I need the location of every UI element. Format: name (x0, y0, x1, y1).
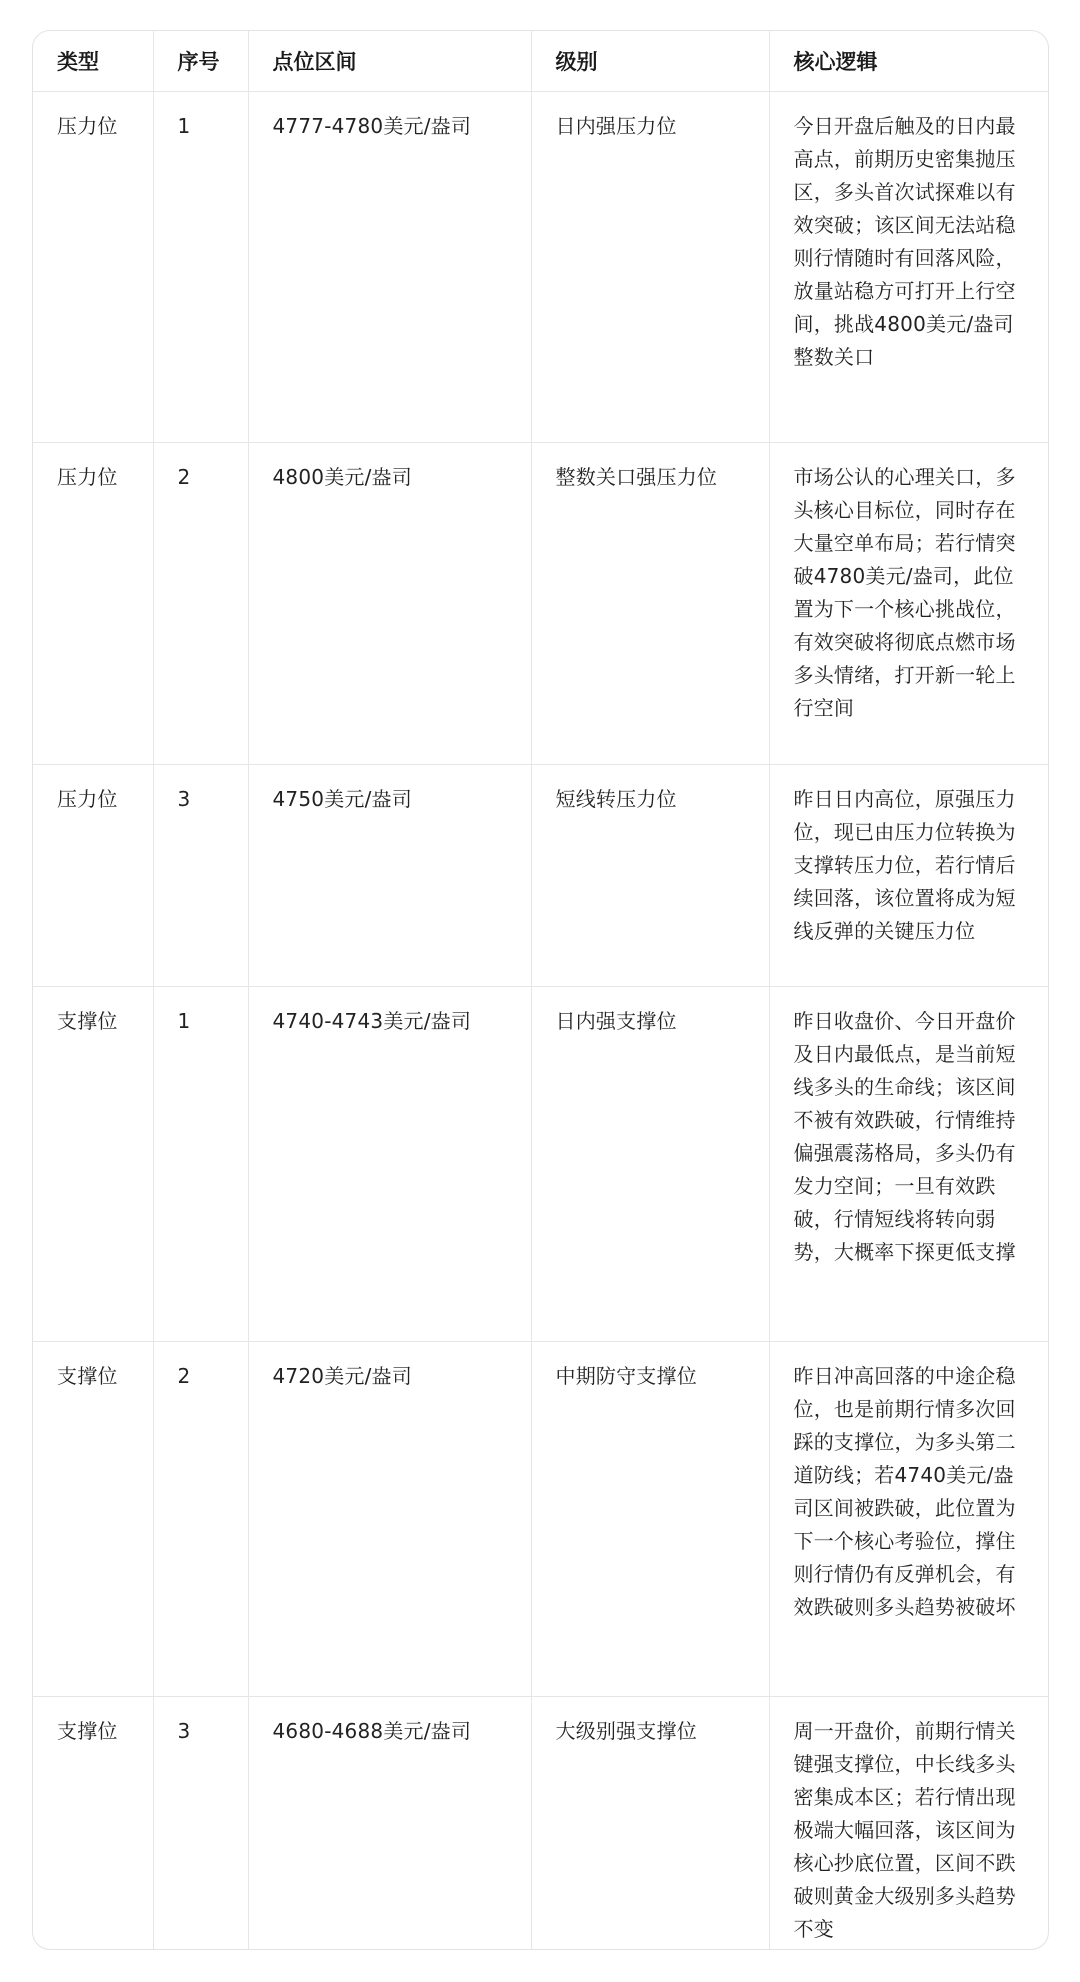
cell-range: 4720美元/盎司 (248, 1341, 531, 1696)
cell-type: 支撑位 (33, 1341, 153, 1696)
cell-index: 1 (153, 91, 248, 442)
cell-index: 2 (153, 442, 248, 764)
cell-index: 1 (153, 986, 248, 1341)
cell-level: 日内强压力位 (531, 91, 769, 442)
cell-type: 支撑位 (33, 986, 153, 1341)
cell-logic: 昨日收盘价、今日开盘价及日内最低点，是当前短线多头的生命线；该区间不被有效跌破，行情维持偏强震荡格局，多头仍有发力空间；一旦有效跌破，行情短线将转向弱势，大概率下探更低支撑 (769, 986, 1049, 1341)
cell-range: 4777-4780美元/盎司 (248, 91, 531, 442)
cell-level: 大级别强支撑位 (531, 1696, 769, 1950)
cell-logic: 昨日冲高回落的中途企稳位，也是前期行情多次回踩的支撑位，为多头第二道防线；若4740美元/盎司区间被跌破，此位置为下一个核心考验位，撑住则行情仍有反弹机会，有效跌破则多头趋势被破坏 (769, 1341, 1049, 1696)
table-row (33, 442, 1049, 764)
levels-table-card (32, 30, 1049, 1950)
cell-range: 4740-4743美元/盎司 (248, 986, 531, 1341)
cell-index: 2 (153, 1341, 248, 1696)
cell-index: 3 (153, 1696, 248, 1950)
table-row (33, 986, 1049, 1341)
header-level: 级别 (531, 31, 769, 91)
cell-type: 压力位 (33, 442, 153, 764)
header-logic: 核心逻辑 (769, 31, 1049, 91)
cell-level: 日内强支撑位 (531, 986, 769, 1341)
cell-range: 4680-4688美元/盎司 (248, 1696, 531, 1950)
cell-logic: 周一开盘价，前期行情关键强支撑位，中长线多头密集成本区；若行情出现极端大幅回落，该区间为核心抄底位置，区间不跌破则黄金大级别多头趋势不变 (793, 1718, 1016, 1941)
header-type: 类型 (33, 31, 153, 91)
cell-logic: 昨日日内高位，原强压力位，现已由压力位转换为支撑转压力位，若行情后续回落，该位置将成为短线反弹的关键压力位 (769, 764, 1049, 986)
cell-range: 4750美元/盎司 (248, 764, 531, 986)
table-header-row (33, 31, 1049, 91)
cell-level: 整数关口强压力位 (531, 442, 769, 764)
header-index: 序号 (153, 31, 248, 91)
table-row (33, 91, 1049, 442)
table-row (33, 1341, 1049, 1696)
header-range: 点位区间 (248, 31, 531, 91)
table-row (33, 1696, 1049, 1950)
cell-type: 压力位 (33, 764, 153, 986)
levels-table (33, 31, 1049, 1950)
table-row (33, 764, 1049, 986)
cell-range: 4800美元/盎司 (248, 442, 531, 764)
cell-logic: 市场公认的心理关口，多头核心目标位，同时存在大量空单布局；若行情突破4780美元/盎司，此位置为下一个核心挑战位，有效突破将彻底点燃市场多头情绪，打开新一轮上行空间 (769, 442, 1049, 764)
cell-index: 3 (153, 764, 248, 986)
cell-level: 短线转压力位 (531, 764, 769, 986)
cell-type: 压力位 (33, 91, 153, 442)
cell-level: 中期防守支撑位 (531, 1341, 769, 1696)
cell-type: 支撑位 (33, 1696, 153, 1950)
cell-logic: 今日开盘后触及的日内最高点，前期历史密集抛压区，多头首次试探难以有效突破；该区间无法站稳则行情随时有回落风险，放量站稳方可打开上行空间，挑战4800美元/盎司整数关口 (769, 91, 1049, 442)
